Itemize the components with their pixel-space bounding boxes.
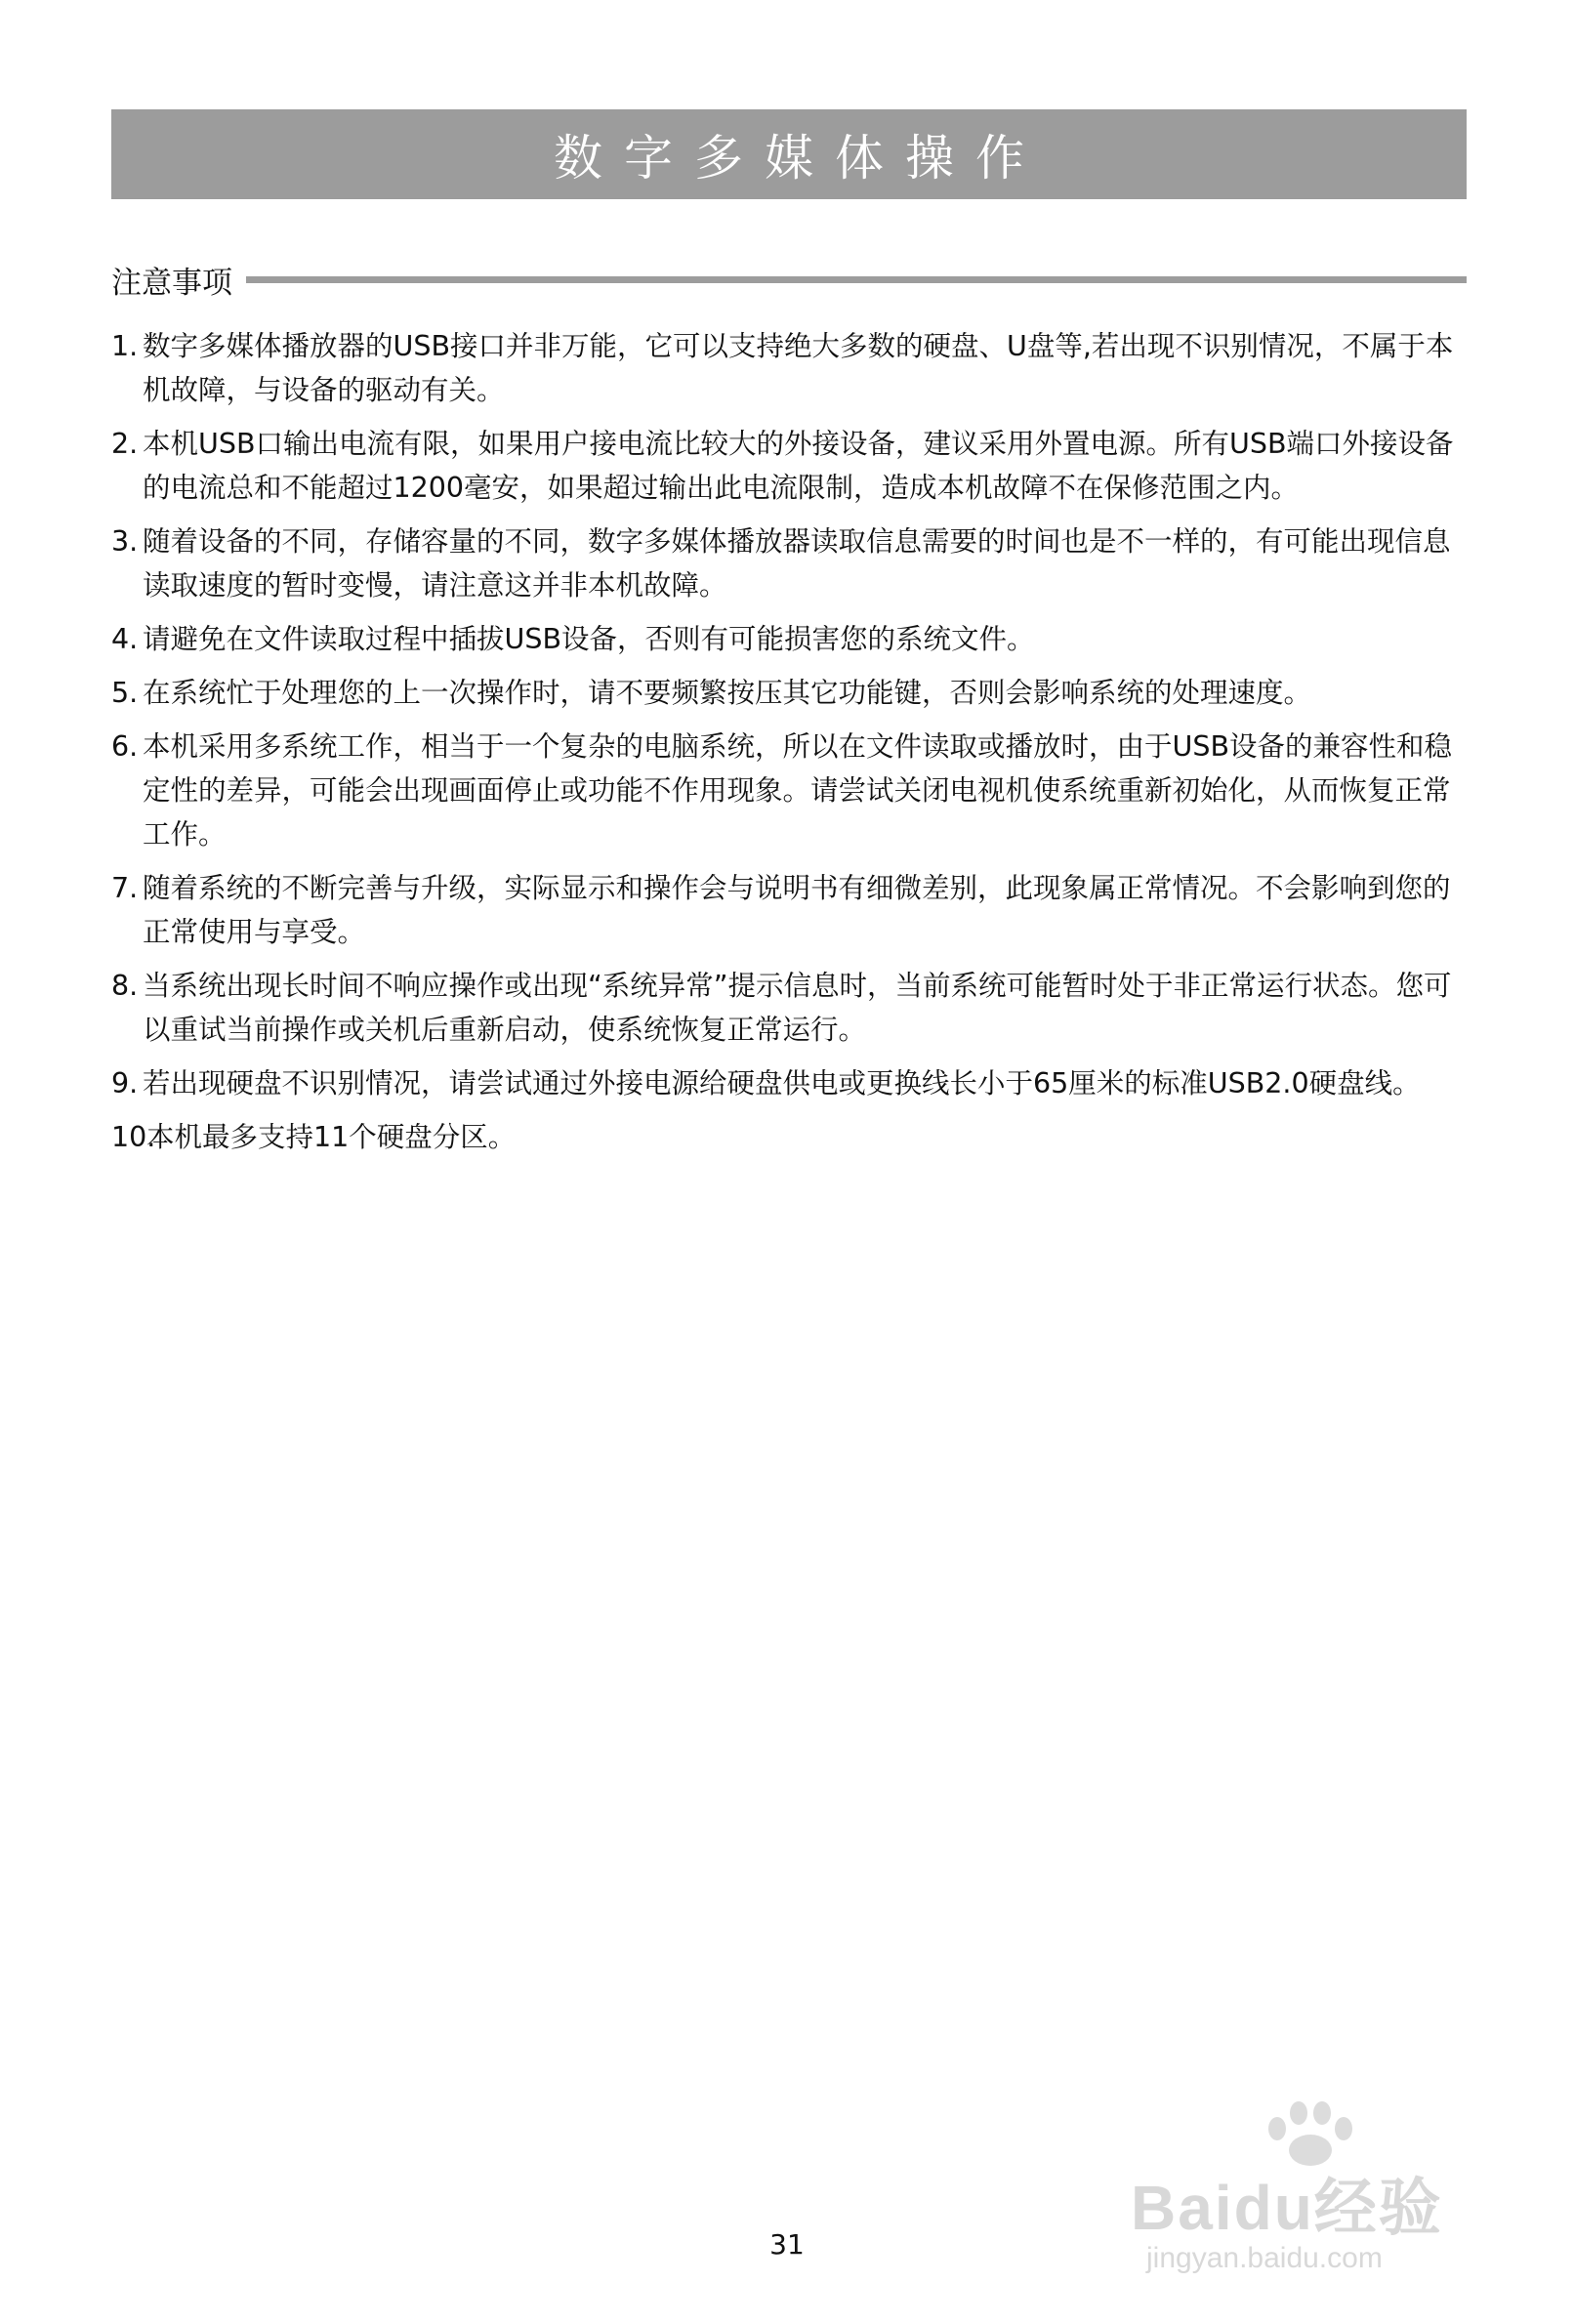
item-number: 1. xyxy=(111,330,139,362)
section-divider xyxy=(246,276,1467,283)
list-item xyxy=(111,866,1470,954)
item-number: 9. xyxy=(111,1067,139,1100)
list-item xyxy=(111,964,1470,1052)
item-number: 10. xyxy=(111,1121,156,1153)
item-number: 8. xyxy=(111,970,139,1002)
item-text: 在系统忙于处理您的上一次操作时，请不要频繁按压其它功能键，否则会影响系统的处理速度。 xyxy=(143,677,1312,709)
list-item xyxy=(111,519,1470,607)
item-text: 请避免在文件读取过程中插拔USB设备，否则有可能损害您的系统文件。 xyxy=(143,623,1035,655)
item-text: 数字多媒体播放器的USB接口并非万能，它可以支持绝大多数的硬盘、U盘等,若出现不识别情况，不属于本机故障，与设备的驱动有关。 xyxy=(143,330,1454,406)
section-title: 注意事项 xyxy=(111,265,232,301)
list-item xyxy=(111,617,1470,661)
item-text: 随着系统的不断完善与升级，实际显示和操作会与说明书有细微差别，此现象属正常情况。不会影响到您的正常使用与享受。 xyxy=(143,872,1451,948)
item-number: 2. xyxy=(111,428,139,460)
list-item xyxy=(111,725,1470,856)
page-title: 数字多媒体操作 xyxy=(554,130,1046,187)
item-text: 随着设备的不同，存储容量的不同，数字多媒体播放器读取信息需要的时间也是不一样的，有可能出现信息读取速度的暂时变慢，请注意这并非本机故障。 xyxy=(143,525,1451,602)
list-item xyxy=(111,324,1470,412)
item-number: 6. xyxy=(111,730,139,763)
page-number: 31 xyxy=(769,2228,805,2261)
item-number: 7. xyxy=(111,872,139,904)
item-number: 3. xyxy=(111,525,139,558)
watermark-url: jingyan.baidu.com xyxy=(1146,2242,1383,2274)
item-text: 本机采用多系统工作，相当于一个复杂的电脑系统，所以在文件读取或播放时，由于USB设备的兼容性和稳定性的差异，可能会出现画面停止或功能不作用现象。请尝试关闭电视机使系统重新初始化，从而恢复正常工作。 xyxy=(143,730,1453,851)
item-number: 4. xyxy=(111,623,139,655)
list-item xyxy=(111,1061,1470,1105)
item-text: 本机USB口输出电流有限，如果用户接电流比较大的外接设备，建议采用外置电源。所有USB端口外接设备的电流总和不能超过1200毫安，如果超过输出此电流限制，造成本机故障不在保修范围之内。 xyxy=(143,428,1454,504)
section-header xyxy=(111,258,1467,301)
item-text: 当系统出现长时间不响应操作或出现“系统异常”提示信息时，当前系统可能暂时处于非正常运行状态。您可以重试当前操作或关机后重新启动，使系统恢复正常运行。 xyxy=(143,970,1452,1046)
item-number: 5. xyxy=(111,677,139,709)
item-text: 若出现硬盘不识别情况，请尝试通过外接电源给硬盘供电或更换线长小于65厘米的标准USB2.0硬盘线。 xyxy=(143,1067,1421,1100)
list-item xyxy=(111,1115,1470,1159)
item-text: 本机最多支持11个硬盘分区。 xyxy=(146,1121,517,1153)
page-title-bar xyxy=(111,109,1467,199)
list-item xyxy=(111,671,1470,715)
notes-list xyxy=(111,324,1470,1169)
watermark-logo: Baidu经验 xyxy=(1131,2173,1443,2243)
list-item xyxy=(111,422,1470,510)
